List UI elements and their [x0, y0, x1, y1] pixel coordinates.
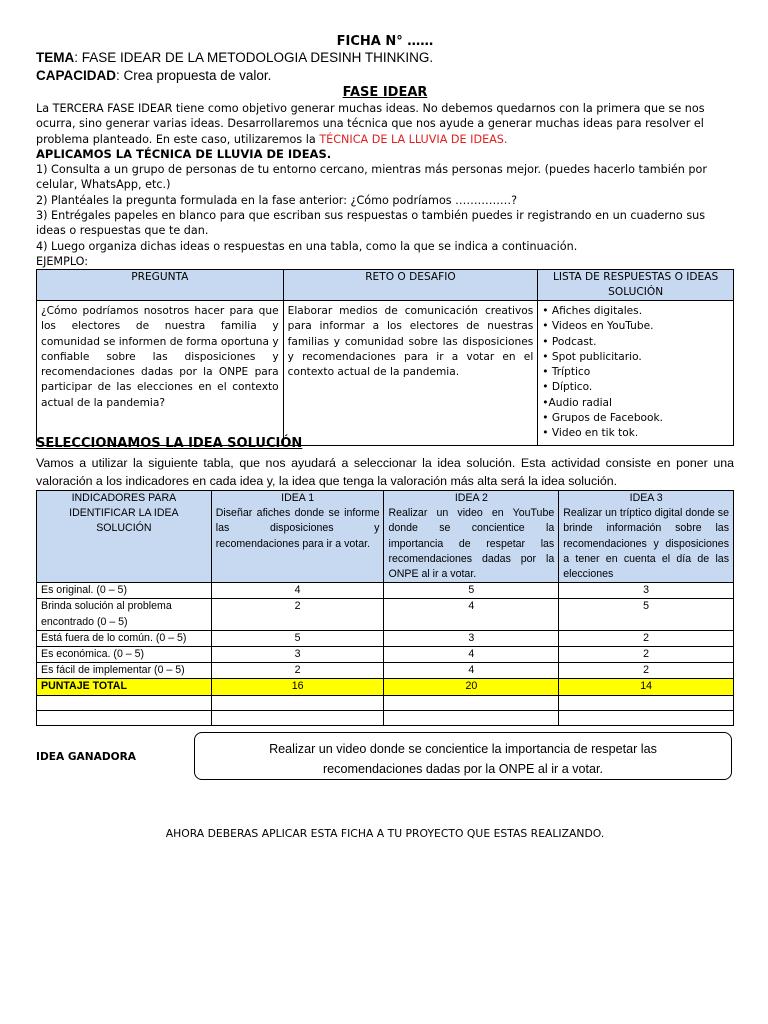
reto-cell: Elaborar medios de comunicación creativos para informar a los electores de nuestras familias y comunidad sobre las disposiciones y recomendaciones para ir a votar en el contexto actual de la pandemia. [283, 301, 538, 446]
indicator-label: Brinda solución al problema encontrado (0 – 5) [37, 599, 212, 630]
example-table [36, 269, 734, 446]
step-2: 2) Plantéales la pregunta formulada en la fase anterior: ¿Cómo podríamos ……………? [36, 193, 518, 207]
empty-row [37, 710, 734, 725]
empty-cell [211, 695, 384, 710]
score-cell: 2 [211, 663, 384, 679]
score-cell: 2 [559, 663, 734, 679]
total-score: 16 [211, 679, 384, 695]
idea-1-header [211, 491, 384, 583]
list-item: • Video en tik tok. [542, 427, 639, 440]
evaluation-table-header [37, 491, 734, 583]
list-item: • Spot publicitario. [542, 350, 642, 363]
winner-label: IDEA GANADORA [36, 751, 136, 763]
table-row [37, 583, 734, 599]
indicator-label: Es económica. (0 – 5) [37, 647, 212, 663]
list-item: • Grupos de Facebook. [542, 412, 664, 425]
total-label: PUNTAJE TOTAL [37, 679, 212, 695]
score-cell: 5 [384, 583, 559, 599]
empty-cell [384, 710, 559, 725]
list-item: • Videos en YouTube. [542, 320, 654, 333]
capacidad-line [36, 68, 271, 83]
list-item: • Díptico. [542, 381, 593, 394]
table-row [37, 630, 734, 646]
idea-3-title: IDEA 3 [629, 492, 663, 504]
step-3: 3) Entrégales papeles en blanco para que escriban sus respuestas o también puedes ir registrando en un cuaderno sus ideas o respuestas que te dan. [36, 209, 706, 238]
example-table-header [37, 270, 734, 301]
list-item: • Podcast. [542, 335, 597, 348]
selection-text: Vamos a utilizar la siguiente tabla, que nos ayudará a seleccionar la idea solución. Esta actividad consiste en poner una valoración a los indicadores en cada idea y, la idea que tenga la valoración más alta será la idea solución. [36, 456, 734, 488]
table-row [37, 599, 734, 630]
intro-paragraph-text: La TERCERA FASE IDEAR tiene como objetivo generar muchas ideas. No debemos quedarnos con la primera que se nos ocurra, sino generar varias ideas. Desarrollaremos una técnica que nos ayude a generar muchas ideas para resolver el problema planteado. En este caso, utilizaremos la [36, 102, 705, 146]
empty-cell [559, 710, 734, 725]
score-cell: 2 [211, 599, 384, 630]
idea-1-desc: Diseñar afiches donde se informe las disposiciones y recomendaciones para ir a votar. [215, 507, 380, 550]
evaluation-table [36, 490, 734, 726]
selection-title: SELECCIONAMOS LA IDEA SOLUCIÓN [36, 436, 303, 451]
total-row [37, 679, 734, 695]
footer-instruction: AHORA DEBERAS APLICAR ESTA FICHA A TU PROYECTO QUE ESTAS REALIZANDO. [165, 827, 605, 840]
list-item: • Afiches digitales. [542, 305, 643, 317]
tema-line [36, 50, 433, 65]
empty-cell [384, 695, 559, 710]
indicators-header: INDICADORES PARA IDENTIFICAR LA IDEA SOLUCIÓN [37, 491, 212, 583]
technique-highlight: TÉCNICA DE LA LLUVIA DE IDEAS. [319, 132, 508, 146]
step-1: 1) Consulta a un grupo de personas de tu entorno cercano, mientras más personas mejor. (puedes hacerlo también por celular, WhatsApp, etc.) [36, 163, 707, 192]
total-score: 20 [384, 679, 559, 695]
empty-cell [37, 695, 212, 710]
table-row [37, 647, 734, 663]
tema-label: TEMA [36, 50, 75, 65]
header-pregunta: PREGUNTA [37, 270, 284, 301]
indicator-label: Es fácil de implementar (0 – 5) [37, 663, 212, 679]
empty-row [37, 695, 734, 710]
table-row [37, 663, 734, 679]
score-cell: 2 [559, 647, 734, 663]
score-cell: 5 [211, 630, 384, 646]
list-item: • Tríptico [542, 366, 591, 379]
ficha-number: FICHA N° …… [336, 34, 434, 49]
score-cell: 3 [211, 647, 384, 663]
score-cell: 3 [384, 630, 559, 646]
technique-heading: APLICAMOS LA TÉCNICA DE LLUVIA DE IDEAS. [36, 146, 332, 161]
capacidad-label: CAPACIDAD [36, 68, 116, 83]
empty-cell [211, 710, 384, 725]
idea-2-desc: Realizar un video en YouTube donde se concientice la importancia de respetar las recomendaciones dadas por la ONPE al ir a votar. [388, 507, 555, 581]
list-item: •Audio radial [542, 396, 612, 409]
winner-line-2: recomendaciones dadas por la ONPE al ir a votar. [322, 762, 603, 776]
empty-cell [559, 695, 734, 710]
step-4: 4) Luego organiza dichas ideas o respuestas en una tabla, como la que se indica a continuación. [36, 239, 578, 253]
intro-paragraph [36, 101, 734, 147]
idea-3-header [559, 491, 734, 583]
fase-idear-title: FASE IDEAR [342, 85, 428, 100]
winner-box [194, 732, 732, 780]
intro-section [36, 101, 734, 269]
indicator-label: Es original. (0 – 5) [37, 583, 212, 599]
score-cell: 4 [211, 583, 384, 599]
score-cell: 5 [559, 599, 734, 630]
total-score: 14 [559, 679, 734, 695]
pregunta-cell: ¿Cómo podríamos nosotros hacer para que los electores de nuestra familia y comunidad se informen de forma oportuna y confiable sobre las disposiciones y recomendaciones dadas por la ONPE para participar de las elecciones en el contexto actual de la pandemia? [37, 301, 284, 446]
example-label: EJEMPLO: [36, 254, 89, 268]
empty-cell [37, 710, 212, 725]
example-table-row [37, 301, 734, 446]
score-cell: 4 [384, 663, 559, 679]
score-cell: 3 [559, 583, 734, 599]
respuestas-cell [538, 301, 734, 446]
header-respuestas: LISTA DE RESPUESTAS O IDEAS SOLUCIÓN [538, 270, 734, 301]
idea-2-header [384, 491, 559, 583]
winner-line-1: Realizar un video donde se concientice la importancia de respetar las [269, 742, 657, 756]
idea-2-title: IDEA 2 [454, 492, 488, 504]
score-cell: 2 [559, 630, 734, 646]
idea-3-desc: Realizar un tríptico digital donde se brinde información sobre las recomendaciones y disposiciones a tener en cuenta el día de las elecciones [563, 507, 729, 581]
idea-1-title: IDEA 1 [281, 492, 315, 504]
indicator-label: Está fuera de lo común. (0 – 5) [37, 630, 212, 646]
respuestas-list [542, 304, 729, 442]
header-reto: RETO O DESAFIO [283, 270, 538, 301]
tema-text: : FASE IDEAR DE LA METODOLOGIA DESINH THINKING. [74, 50, 434, 65]
score-cell: 4 [384, 599, 559, 630]
score-cell: 4 [384, 647, 559, 663]
capacidad-text: : Crea propuesta de valor. [116, 68, 272, 83]
